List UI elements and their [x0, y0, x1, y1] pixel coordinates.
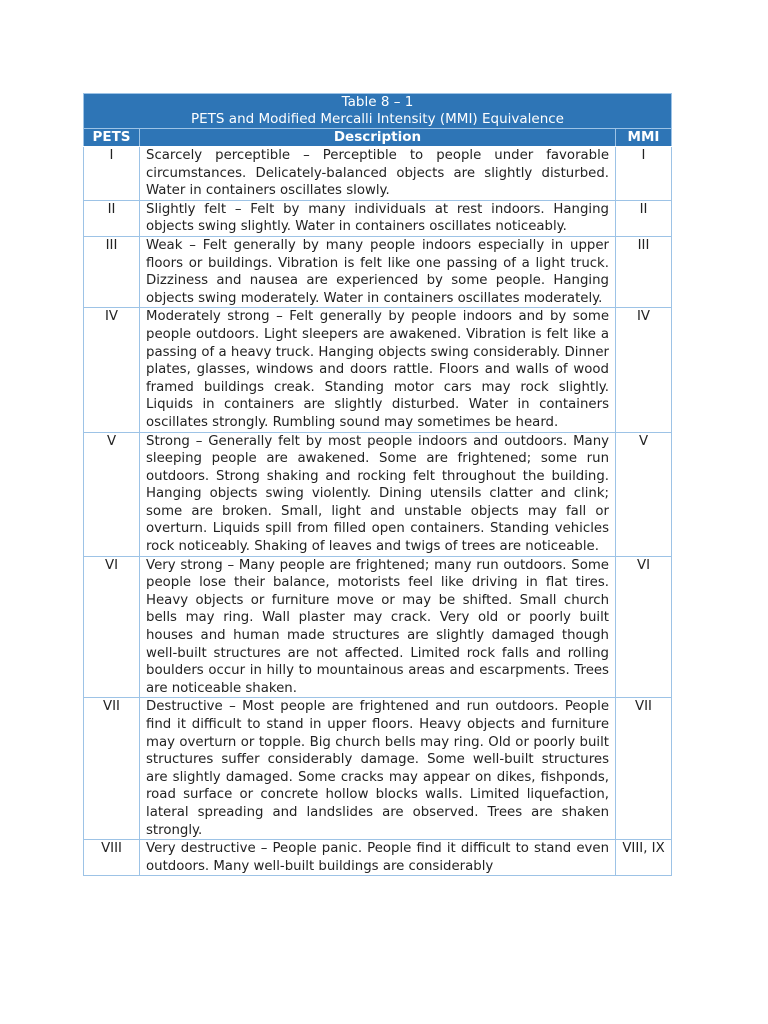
table-header-row — [84, 129, 672, 147]
header-pets: PETS — [84, 129, 140, 147]
intensity-description: Very destructive – People panic. People find it difficult to stand even outdoors. Many well-built buildings are considerably — [140, 840, 616, 876]
table-title — [84, 94, 672, 129]
pets-level: I — [84, 147, 140, 201]
table-row — [84, 308, 672, 432]
header-mmi: MMI — [616, 129, 672, 147]
intensity-description: Slightly felt – Felt by many individuals at rest indoors. Hanging objects swing slightly. Water in containers oscillates noticeably. — [140, 200, 616, 236]
table-row — [84, 432, 672, 556]
table-row — [84, 840, 672, 876]
pets-level: VIII — [84, 840, 140, 876]
table-row — [84, 147, 672, 201]
mmi-level: III — [616, 236, 672, 307]
mmi-level: VI — [616, 556, 672, 698]
intensity-description: Moderately strong – Felt generally by people indoors and by some people outdoors. Light sleepers are awakened. Vibration is felt like a passing of a heavy truck. Hanging objects swing considerably. Dinner plates, glasses, windows and doors rattle. Floors and walls of wood framed buildings creak. Standing motor cars may rock slightly. Liquids in containers are slightly disturbed. Water in containers oscillates strongly. Rumbling sound may sometimes be heard. — [140, 308, 616, 432]
header-description: Description — [140, 129, 616, 147]
pets-level: IV — [84, 308, 140, 432]
mmi-level: VII — [616, 698, 672, 840]
table-number: Table 8 – 1 — [341, 94, 414, 110]
mmi-level: V — [616, 432, 672, 556]
mmi-level: II — [616, 200, 672, 236]
intensity-description: Strong – Generally felt by most people indoors and outdoors. Many sleeping people are awakened. Some are frightened; some run outdoors. Strong shaking and rocking felt throughout the building. Hanging objects swing violently. Dining utensils clatter and clink; some are broken. Small, light and unstable objects may fall or overturn. Liquids spill from filled open containers. Standing vehicles rock noticeably. Shaking of leaves and twigs of trees are noticeable. — [140, 432, 616, 556]
table-row — [84, 556, 672, 698]
pets-level: III — [84, 236, 140, 307]
table-row — [84, 236, 672, 307]
pets-level: VII — [84, 698, 140, 840]
table-row — [84, 698, 672, 840]
table-row — [84, 200, 672, 236]
mmi-level: VIII, IX — [616, 840, 672, 876]
pets-level: VI — [84, 556, 140, 698]
pets-level: V — [84, 432, 140, 556]
table-body — [84, 147, 672, 876]
intensity-description: Very strong – Many people are frightened; many run outdoors. Some people lose their balance, motorists feel like driving in flat tires. Heavy objects or furniture move or may be shifted. Small church bells may ring. Wall plaster may crack. Very old or poorly built houses and human made structures are slightly damaged though well-built structures are not affected. Limited rock falls and rolling boulders occur in hilly to mountainous areas and escarpments. Trees are noticeable shaken. — [140, 556, 616, 698]
table-title-row — [84, 94, 672, 129]
pets-mmi-table — [83, 93, 672, 876]
intensity-description: Destructive – Most people are frightened and run outdoors. People find it difficult to stand in upper floors. Heavy objects and furniture may overturn or topple. Big church bells may ring. Old or poorly built structures suffer considerably damage. Some well-built structures are slightly damaged. Some cracks may appear on dikes, fishponds, road surface or concrete hollow blocks walls. Limited liquefaction, lateral spreading and landslides are observed. Trees are shaken strongly. — [140, 698, 616, 840]
intensity-description: Scarcely perceptible – Perceptible to people under favorable circumstances. Delicately-balanced objects are slightly disturbed. Water in containers oscillates slowly. — [140, 147, 616, 201]
table-caption: PETS and Modified Mercalli Intensity (MMI) Equivalence — [191, 111, 564, 127]
intensity-description: Weak – Felt generally by many people indoors especially in upper floors or buildings. Vibration is felt like one passing of a light truck. Dizziness and nausea are experienced by some people. Hanging objects swing moderately. Water in containers oscillates moderately. — [140, 236, 616, 307]
mmi-level: I — [616, 147, 672, 201]
pets-level: II — [84, 200, 140, 236]
mmi-level: IV — [616, 308, 672, 432]
